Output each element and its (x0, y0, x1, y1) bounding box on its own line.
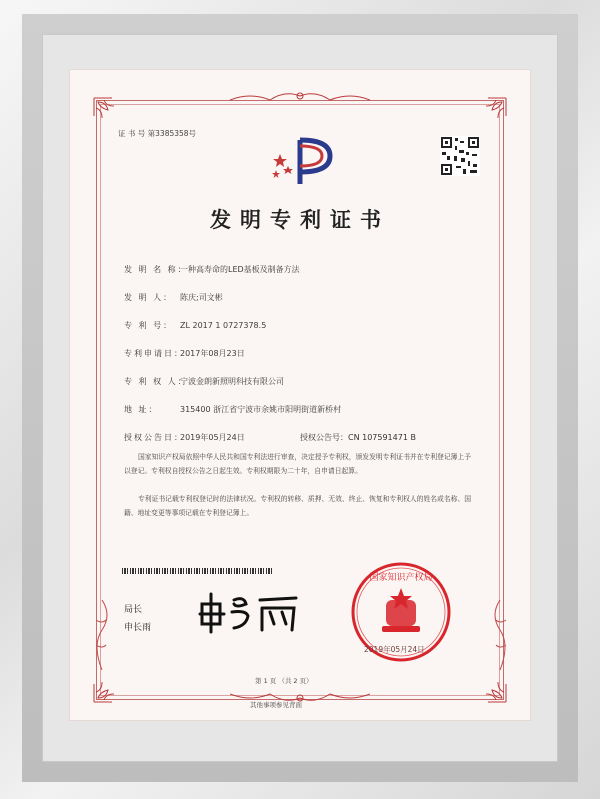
certificate-title: 发明专利证书 (210, 207, 390, 232)
footer-note: 其他事项参见背面 (250, 701, 302, 709)
field-patentee (124, 376, 284, 387)
director-title: 局长 (124, 605, 143, 615)
corner-ornament-icon (92, 670, 126, 704)
side-ornament-icon (490, 600, 510, 670)
corner-ornament-icon (92, 96, 126, 130)
field-value: 315400 浙江省宁波市余姚市阳明街道新桥村 (180, 405, 342, 414)
field-value: 宁波金朗新照明科技有限公司 (180, 377, 284, 386)
field-invention-name (124, 264, 300, 275)
field-value: 陈庆;司文彬 (180, 293, 223, 302)
qr-code-icon (440, 136, 480, 176)
barcode (122, 568, 272, 574)
page-number: 第 1 页 （共 2 页） (255, 677, 313, 685)
field-value: ZL 2017 1 0727378.5 (180, 321, 267, 330)
side-ornament-icon (92, 600, 112, 670)
director-name: 申长雨 (124, 623, 152, 633)
field-grant-date (124, 432, 245, 443)
field-label: 授权公告日： (124, 433, 184, 442)
field-value: 一种高寿命的LED基板及制备方法 (180, 265, 300, 274)
field-label: 地 址： (124, 405, 159, 414)
certificate-paragraph-2: 专利证书记载专利权登记时的法律状况。专利权的转移、质押、无效、终止、恢复和专利权人的姓名或名称、国籍、地址变更等事项记载在专利登记簿上。 (124, 495, 472, 517)
patent-office-logo-icon (266, 136, 338, 188)
field-address (124, 404, 341, 415)
corner-ornament-icon (474, 670, 508, 704)
field-value: 2019年05月24日 (180, 433, 245, 442)
field-inventor (124, 292, 223, 303)
top-ornament-icon (230, 90, 370, 104)
certificate-number: 证 书 号 第3385358号 (118, 129, 197, 138)
certificate-paragraph-1: 国家知识产权局依照中华人民共和国专利法进行审查，决定授予专利权，颁发发明专利证书并在专利登记簿上予以登记。专利权自授权公告之日起生效。专利权期限为二十年，自申请日起算。 (124, 453, 472, 475)
field-label: 发 明 名 称： (124, 265, 188, 274)
field-label: 专 利 权 人： (124, 377, 188, 386)
seal-date: 2019年05月24日 (364, 645, 425, 654)
field-patent-number (124, 320, 266, 331)
field-label: 专利申请日： (124, 349, 184, 358)
seal-text: 国家知识产权局 (369, 573, 433, 583)
signature-image (196, 590, 306, 634)
field-label: 专 利 号： (124, 321, 174, 330)
announcement-number: 授权公告号：CN 107591471 B (300, 433, 416, 442)
field-application-date (124, 348, 245, 359)
field-value: 2017年08月23日 (180, 349, 245, 358)
corner-ornament-icon (474, 96, 508, 130)
field-label: 发 明 人： (124, 293, 174, 302)
